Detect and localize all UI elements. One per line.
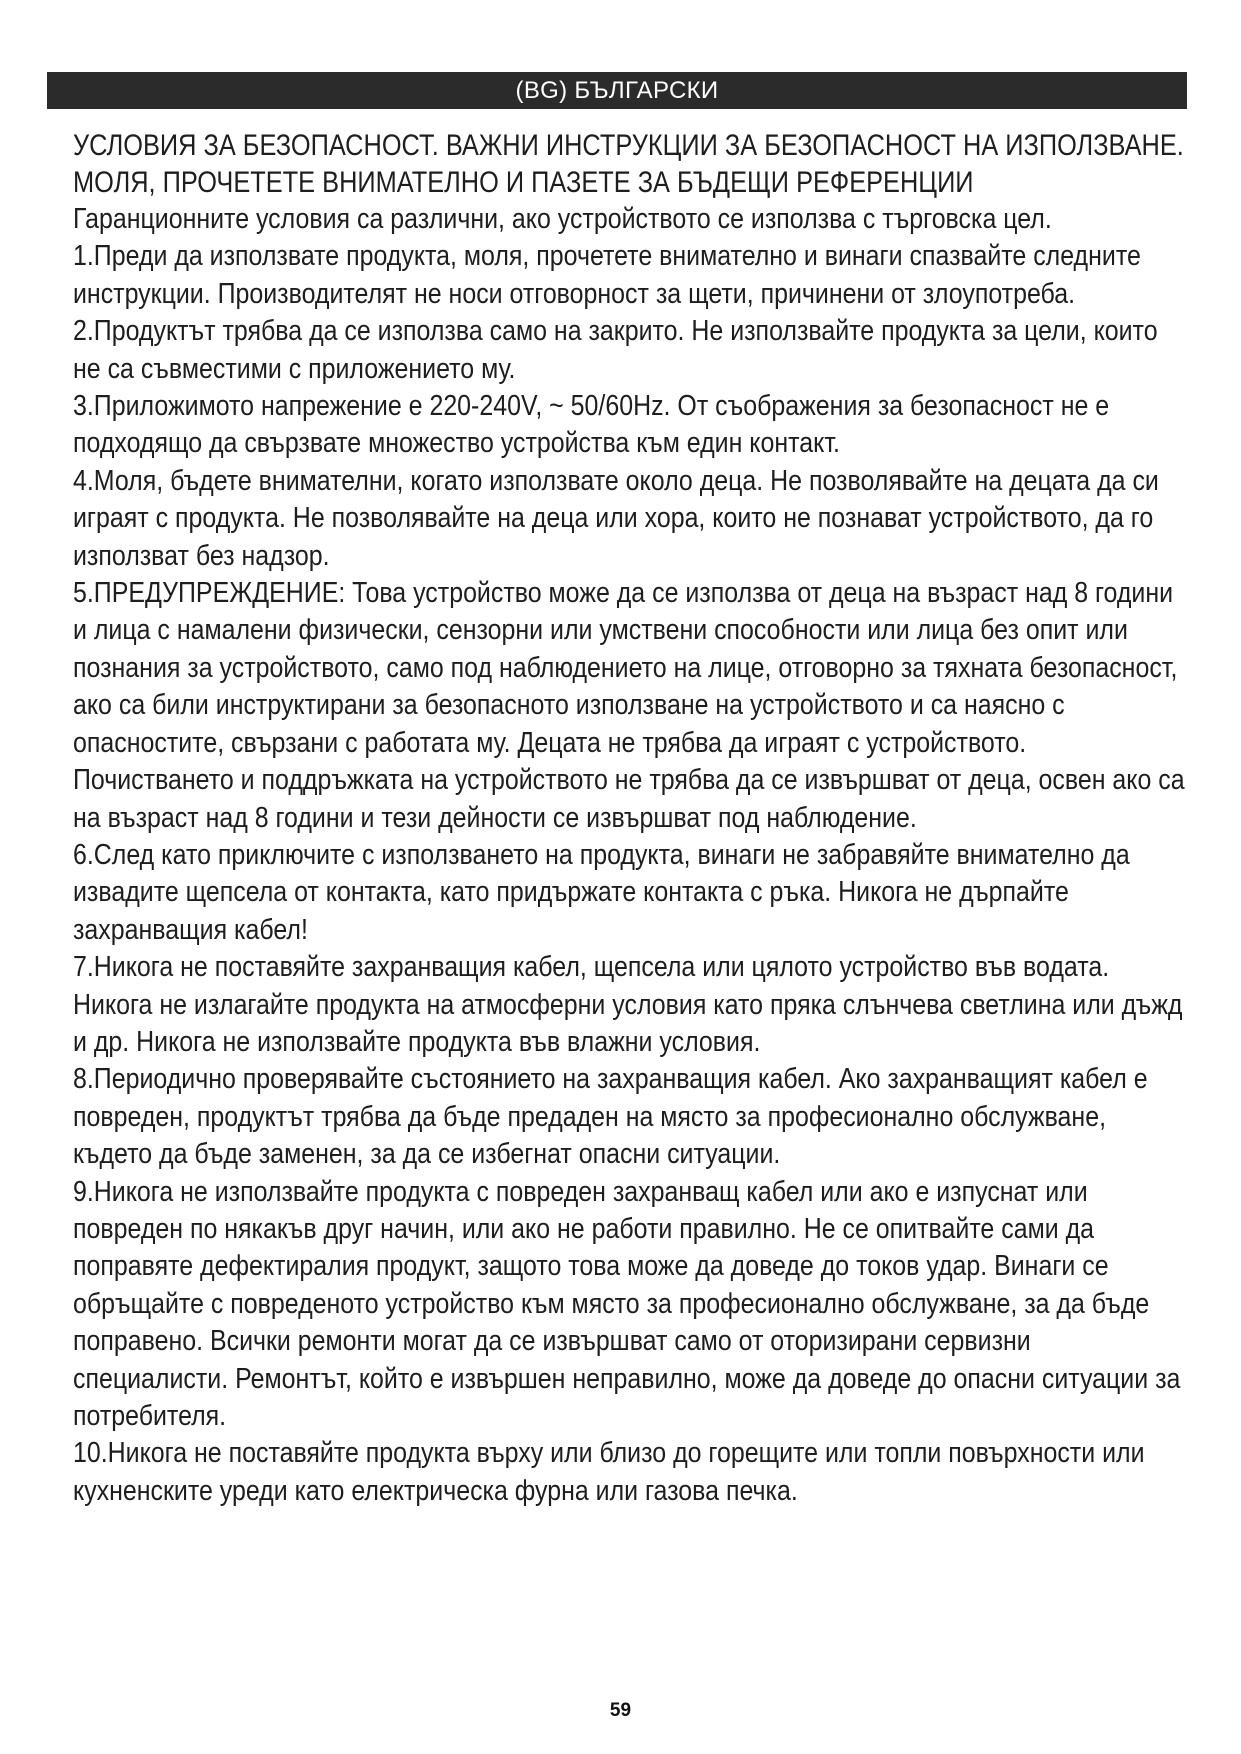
- safety-item-7: 7.Никога не поставяйте захранващия кабел, щепсела или цялото устройство във водата. Никога не излагайте продукта на атмосферни условия като пряка слънчева светлина или дъжд и др. Никога не използвайте продукта във влажни условия.: [73, 951, 1183, 1058]
- page-number: 59: [609, 1700, 632, 1721]
- language-header-bar: [47, 72, 1187, 109]
- safety-item-8: 8.Периодично проверявайте състоянието на захранващия кабел. Ако захранващият кабел е повреден, продуктът трябва да бъде предаден на място за професионално обслужване, където да бъде заменен, за да се избегнат опасни ситуации.: [73, 1063, 1148, 1171]
- language-label: (BG) БЪЛГАРСКИ: [515, 77, 719, 104]
- safety-item-6: 6.След като приключите с използването на продукта, винаги не забравяйте внимателно да извадите щепсела от контакта, като придържате контакта с ръка. Никога не дърпайте захранващия кабел!: [73, 838, 1130, 946]
- intro-paragraph: Гаранционните условия са различни, ако устройството се използва с търговска цел.: [73, 203, 1052, 235]
- safety-item-5: 5.ПРЕДУПРЕЖДЕНИЕ: Това устройство може да се използва от деца на възраст над 8 години и лица с намалени физически, сензорни или умствени способности или лица без опит или познания за устройството, само под наблюдението на лице, отговорно за тяхната безопасност, ако са били инструктирани за безопасното използване на устройството и са наясно с опасностите, свързани с работата му. Децата не трябва да играят с устройството. Почистването и поддръжката на устройството не трябва да се извършват от деца, освен ако са на възраст над 8 години и тези дейности се извършват под наблюдение.: [73, 577, 1185, 834]
- safety-item-9: 9.Никога не използвайте продукта с повреден захранващ кабел или ако е изпуснат или повреден по някакъв друг начин, или ако не работи правилно. Не се опитвайте сами да поправяте дефектиралия продукт, защото това може да доведе до токов удар. Винаги се обръщайте с повреденото устройство към място за професионално обслужване, за да бъде поправено. Всички ремонти могат да се извършват само от оторизирани сервизни специалисти. Ремонтът, който е извършен неправилно, може да доведе до опасни ситуации за потребителя.: [73, 1175, 1181, 1432]
- safety-title: УСЛОВИЯ ЗА БЕЗОПАСНОСТ. ВАЖНИ ИНСТРУКЦИИ ЗА БЕЗОПАСНОСТ НА ИЗПОЛЗВАНЕ. МОЛЯ, ПРОЧЕТЕТЕ ВНИМАТЕЛНО И ПАЗЕТЕ ЗА БЪДЕЩИ РЕФЕРЕНЦИИ: [73, 129, 1184, 199]
- safety-item-3: 3.Приложимото напрежение е 220-240V, ~ 50/60Hz. От съображения за безопасност не е подходящо да свързвате множество устройства към един контакт.: [73, 390, 1110, 460]
- safety-item-2: 2.Продуктът трябва да се използва само на закрито. Не използвайте продукта за цели, които не са съвместими с приложението му.: [73, 315, 1158, 385]
- document-body: [73, 127, 1185, 1510]
- safety-item-4: 4.Моля, бъдете внимателни, когато използвате около деца. Не позволявайте на децата да си играят с продукта. Не позволявайте на деца или хора, които не познават устройството, да го използват без надзор.: [73, 464, 1159, 572]
- safety-item-1: 1.Преди да използвате продукта, моля, прочетете внимателно и винаги спазвайте следните инструкции. Производителят не носи отговорност за щети, причинени от злоупотреба.: [73, 240, 1141, 310]
- safety-item-10: 10.Никога не поставяйте продукта върху или близо до горещите или топли повърхности или кухненските уреди като електрическа фурна или газова печка.: [73, 1437, 1145, 1507]
